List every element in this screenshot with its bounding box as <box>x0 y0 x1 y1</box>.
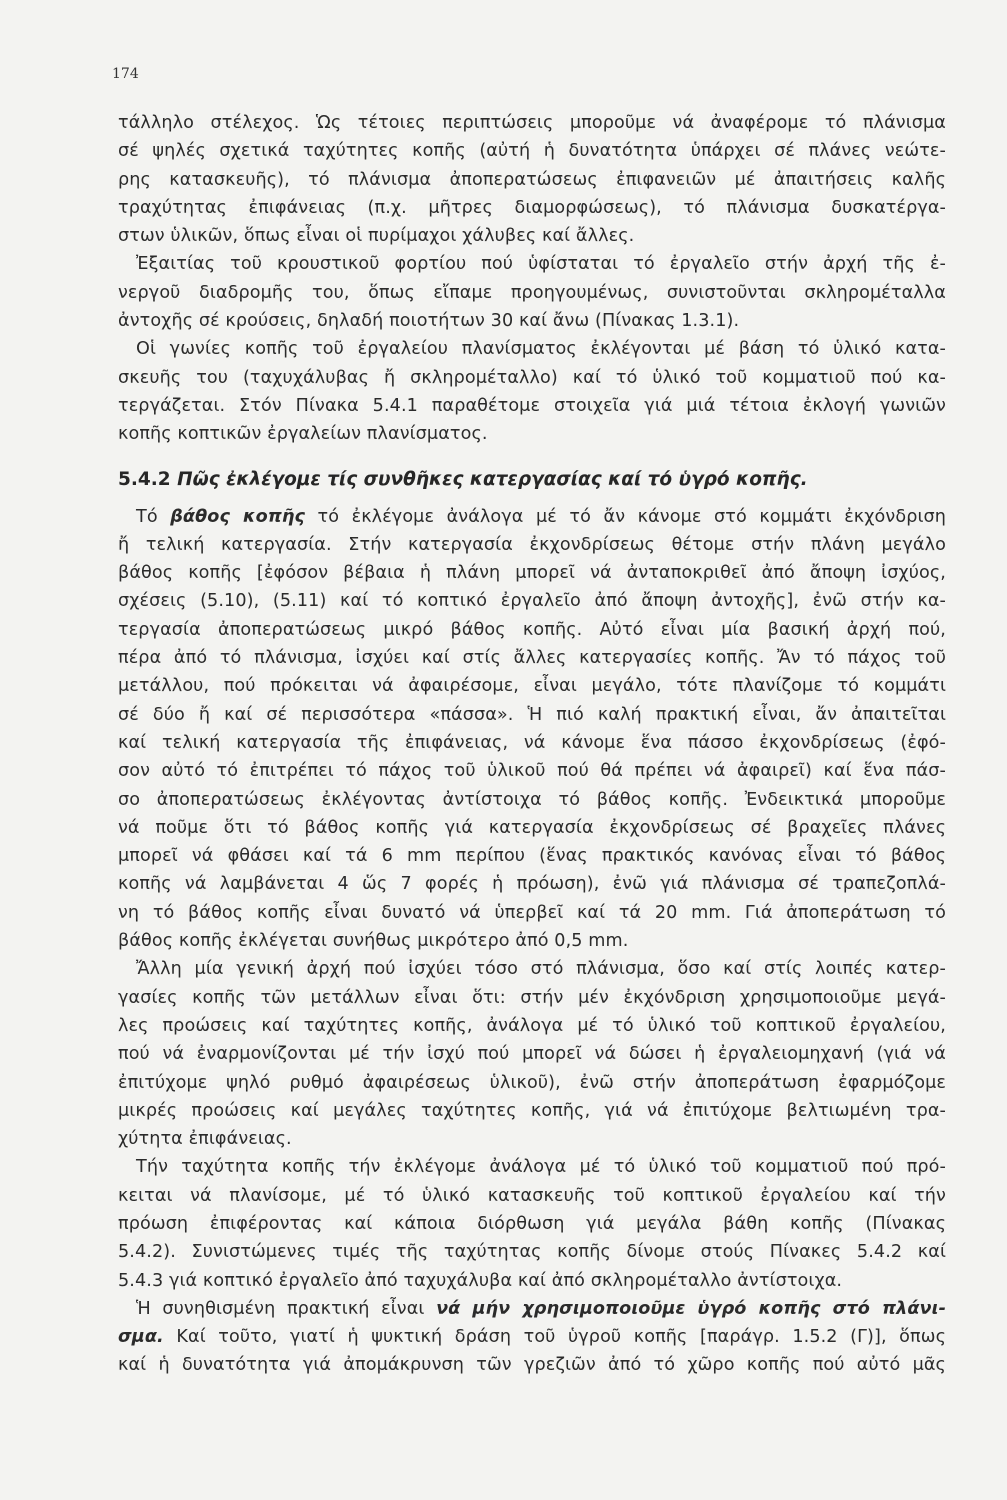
text-line: στων ὑλικῶν, ὅπως εἶναι οἱ πυρίμαχοι χάλυβες καί ἄλλες. <box>118 226 635 247</box>
text-run: Τό <box>136 506 171 527</box>
emphasis-text: νά μήν χρησιμοποιοῦμε ὑγρό κοπῆς στό πλάνι- <box>436 1298 946 1319</box>
text-run: τό ἐκλέγομε ἀνάλογα μέ τό ἄν κάνομε στό κομμάτι ἐκχόνδριση <box>305 506 947 527</box>
section-heading <box>118 463 946 497</box>
text-line: ρης κατασκευῆς), τό πλάνισμα ἀποπερατώσεως ἐπιφανειῶν μέ ἀπαιτήσεις καλῆς <box>118 169 946 190</box>
section-title: Πῶς ἐκλέγομε τίς συνθῆκες κατεργασίας καί τό ὑγρό κοπῆς. <box>177 468 808 490</box>
page-number: 174 <box>112 66 139 82</box>
text-line: βάθος κοπῆς [ἐφόσον βέβαια ἡ πλάνη μπορεῖ νά ἀνταποκριθεῖ ἀπό ἄποψη ἰσχύος, <box>118 563 946 584</box>
text-line: κοπῆς κοπτικῶν ἐργαλείων πλανίσματος. <box>118 424 488 445</box>
text-line: πέρα ἀπό τό πλάνισμα, ἰσχύει καί στίς ἄλλες κατεργασίες κοπῆς. Ἄν τό πάχος τοῦ <box>118 648 946 669</box>
paragraph-5 <box>118 955 946 1153</box>
text-line: πρόωση ἐπιφέροντας καί κάποια διόρθωση γιά μεγάλα βάθη κοπῆς (Πίνακας <box>118 1213 946 1234</box>
paragraph-2 <box>118 250 946 335</box>
paragraph-6 <box>118 1153 946 1294</box>
text-line: λες προώσεις καί ταχύτητες κοπῆς, ἀνάλογα μέ τό ὑλικό τοῦ κοπτικοῦ ἐργαλείου, <box>118 1015 946 1036</box>
text-line: νη τό βάθος κοπῆς εἶναι δυνατό νά ὑπερβεῖ καί τά 20 mm. Γιά ἀποπεράτωση τό <box>118 902 946 923</box>
text-line: νεργοῦ διαδρομῆς του, ὅπως εἴπαμε προηγουμένως, συνιστοῦνται σκληρομέταλλα <box>118 282 946 303</box>
text-line: σέ ψηλές σχετικά ταχύτητες κοπῆς (αὐτή ἡ δυνατότητα ὑπάρχει σέ πλάνες νεώτε- <box>118 141 946 162</box>
text-line: κειται νά πλανίσομε, μέ τό ὑλικό κατασκευῆς τοῦ κοπτικοῦ ἐργαλείου καί τήν <box>118 1185 946 1206</box>
body-text <box>118 109 946 1380</box>
text-run: Ἡ συνηθισμένη πρακτική εἶναι <box>136 1298 437 1319</box>
emphasis-text: σμα. <box>118 1327 164 1348</box>
text-line: 5.4.3 γιά κοπτικό ἐργαλεῖο ἀπό ταχυχάλυβα καί ἀπό σκληρομέταλλο ἀντίστοιχα. <box>118 1270 843 1291</box>
text-run: Καί τοῦτο, γιατί ἡ ψυκτική δράση τοῦ ὑγροῦ κοπῆς [παράγρ. 1.5.2 (Γ)], ὅπως <box>163 1327 946 1348</box>
section-number: 5.4.2 <box>118 468 171 490</box>
text-line: Ἐξαιτίας τοῦ κρουστικοῦ φορτίου πού ὑφίσταται τό ἐργαλεῖο στήν ἀρχή τῆς ἐ- <box>136 254 946 275</box>
paragraph-4 <box>118 503 946 956</box>
text-line <box>118 503 946 531</box>
text-line: σον αὐτό τό ἐπιτρέπει τό πάχος τοῦ ὑλικοῦ πού θά πρέπει νά ἀφαιρεῖ) καί ἕνα πάσ- <box>118 761 946 782</box>
text-line: σχέσεις (5.10), (5.11) καί τό κοπτικό ἐργαλεῖο ἀπό ἄποψη ἀντοχῆς], ἐνῶ στήν κα- <box>118 591 946 612</box>
text-line: σο ἀποπερατώσεως ἐκλέγοντας ἀντίστοιχα τό βάθος κοπῆς. Ἐνδεικτικά μποροῦμε <box>118 789 946 810</box>
paragraph-3 <box>118 335 946 448</box>
text-line: ἤ τελική κατεργασία. Στήν κατεργασία ἐκχονδρίσεως θέτομε στήν πλάνη μεγάλο <box>118 534 946 555</box>
text-line: τεργασία ἀποπερατώσεως μικρό βάθος κοπῆς. Αὐτό εἶναι μία βασική ἀρχή πού, <box>118 619 946 640</box>
text-line: νά ποῦμε ὅτι τό βάθος κοπῆς γιά κατεργασία ἐκχονδρίσεως σέ βραχεῖες πλάνες <box>118 817 946 838</box>
text-line: σέ δύο ἤ καί σέ περισσότερα «πάσσα». Ἡ πιό καλή πρακτική εἶναι, ἄν ἀπαιτεῖται <box>118 704 946 725</box>
text-line: τάλληλο στέλεχος. Ὡς τέτοιες περιπτώσεις μποροῦμε νά ἀναφέρομε τό πλάνισμα <box>118 113 946 133</box>
text-line: πού νά ἐναρμονίζονται μέ τήν ἰσχύ πού μπορεῖ νά δώσει ἡ ἐργαλειομηχανή (γιά νά <box>118 1044 946 1065</box>
text-line: Ἄλλη μία γενική ἀρχή πού ἰσχύει τόσο στό πλάνισμα, ὅσο καί στίς λοιπές κατερ- <box>136 959 946 980</box>
text-line: 5.4.2). Συνιστώμενες τιμές τῆς ταχύτητας κοπῆς δίνομε στούς Πίνακες 5.4.2 καί <box>118 1242 946 1263</box>
text-line: κοπῆς νά λαμβάνεται 4 ὥς 7 φορές ἡ πρόωση), ἐνῶ γιά πλάνισμα σέ τραπεζοπλά- <box>118 874 946 895</box>
text-line: μπορεῖ νά φθάσει καί τά 6 mm περίπου (ἕνας πρακτικός κανόνας εἶναι τό βάθος <box>118 846 946 867</box>
text-line: Τήν ταχύτητα κοπῆς τήν ἐκλέγομε ἀνάλογα μέ τό ὑλικό τοῦ κομματιοῦ πού πρό- <box>136 1157 946 1178</box>
text-line: ἀντοχῆς σέ κρούσεις, δηλαδή ποιοτήτων 30 καί ἄνω (Πίνακας 1.3.1). <box>118 311 740 332</box>
text-line: καί τελική κατεργασία τῆς ἐπιφάνειας, νά κάνομε ἕνα πάσσο ἐκχονδρίσεως (ἐφό- <box>118 732 946 753</box>
text-line: τεργάζεται. Στόν Πίνακα 5.4.1 παραθέτομε στοιχεῖα γιά μιά τέτοια ἐκλογή γωνιῶν <box>118 395 946 416</box>
text-line: ἐπιτύχομε ψηλό ρυθμό ἀφαιρέσεως ὑλικοῦ), ἐνῶ στήν ἀποπεράτωση ἐφαρμόζομε <box>118 1072 946 1093</box>
text-line: Οἱ γωνίες κοπῆς τοῦ ἐργαλείου πλανίσματος ἐκλέγονται μέ βάση τό ὑλικό κατα- <box>136 339 946 360</box>
text-line: μικρές προώσεις καί μεγάλες ταχύτητες κοπῆς, γιά νά ἐπιτύχομε βελτιωμένη τρα- <box>118 1100 946 1121</box>
text-line: τραχύτητας ἐπιφάνειας (π.χ. μῆτρες διαμορφώσεως), τό πλάνισμα δυσκατέργα- <box>118 197 946 218</box>
text-line: χύτητα ἐπιφάνειας. <box>118 1129 292 1150</box>
text-line <box>118 1323 946 1351</box>
paragraph-7 <box>118 1295 946 1380</box>
text-line: καί ἡ δυνατότητα γιά ἀπομάκρυνση τῶν γρεζιῶν ἀπό τό χῶρο κοπῆς πού αὐτό μᾶς <box>118 1355 946 1376</box>
text-line <box>118 1295 946 1323</box>
text-line: σκευῆς του (ταχυχάλυβας ἤ σκληρομέταλλο) καί τό ὑλικό τοῦ κομματιοῦ πού κα- <box>118 367 946 388</box>
text-line: μετάλλου, πού πρόκειται νά ἀφαιρέσομε, εἶναι μεγάλο, τότε πλανίζομε τό κομμάτι <box>118 676 946 697</box>
text-line: βάθος κοπῆς ἐκλέγεται συνήθως μικρότερο ἀπό 0,5 mm. <box>118 931 629 952</box>
paragraph-1 <box>118 109 946 250</box>
emphasis-text: βάθος κοπῆς <box>170 506 306 527</box>
text-line: γασίες κοπῆς τῶν μετάλλων εἶναι ὅτι: στήν μέν ἐκχόνδριση χρησιμοποιοῦμε μεγά- <box>118 987 946 1008</box>
